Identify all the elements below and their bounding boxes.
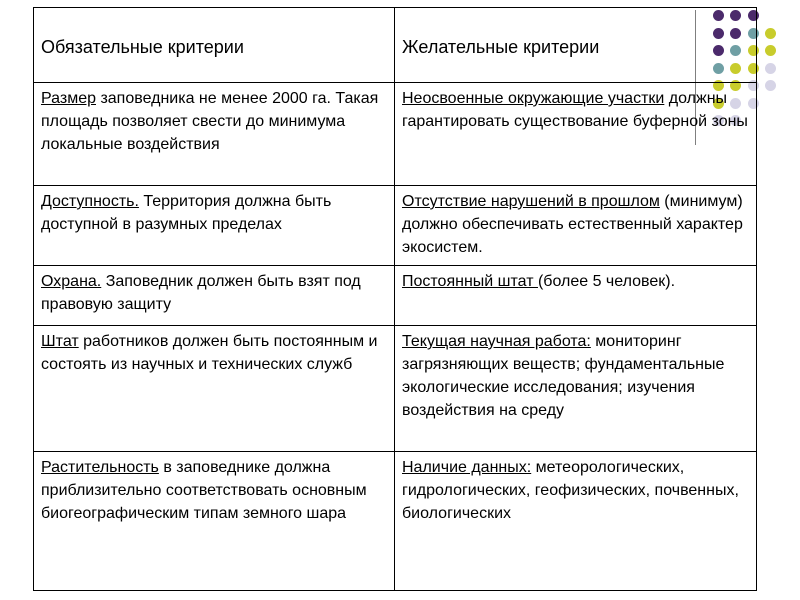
- cell-mandatory: [34, 83, 395, 186]
- cell-text: в заповеднике должна приблизительно соответствовать основным биогеографическим типам земного шара: [41, 459, 367, 522]
- decorative-dot: [765, 80, 776, 91]
- cell-text: (минимум) должно обеспечивать естественный характер экосистем.: [402, 193, 743, 256]
- cell-lead: Отсутствие нарушений в прошлом: [402, 193, 660, 210]
- cell-lead: Растительность: [41, 459, 159, 476]
- criteria-table: [33, 7, 757, 591]
- cell-mandatory: [34, 266, 395, 326]
- cell-desirable: [395, 266, 757, 326]
- cell-text: (более 5 человек).: [537, 273, 676, 290]
- cell-lead: Охрана.: [41, 273, 102, 290]
- table-header-row: [34, 8, 757, 83]
- cell-lead: Текущая научная работа:: [402, 333, 591, 350]
- header-mandatory: Обязательные критерии: [34, 8, 395, 83]
- cell-desirable: [395, 452, 757, 591]
- cell-mandatory: [34, 452, 395, 591]
- cell-text: заповедника не менее 2000 га. Такая площадь позволяет свести до минимума локальные воздействия: [41, 90, 379, 153]
- cell-mandatory: [34, 186, 395, 266]
- cell-text: Территория должна быть доступной в разумных пределах: [41, 193, 332, 233]
- cell-desirable: [395, 186, 757, 266]
- cell-lead: Штат: [41, 333, 79, 350]
- cell-desirable: [395, 83, 757, 186]
- header-desirable: Желательные критерии: [395, 8, 757, 83]
- decorative-dot: [765, 28, 776, 39]
- decorative-dot: [765, 45, 776, 56]
- cell-text: метеорологических, гидрологических, геофизических, почвенных, биологических: [402, 459, 739, 522]
- cell-lead: Постоянный штат: [402, 273, 538, 290]
- table-row: [34, 452, 757, 591]
- cell-desirable: [395, 326, 757, 452]
- cell-text: работников должен быть постоянным и состоять из научных и технических служб: [41, 333, 378, 373]
- cell-text: Заповедник должен быть взят под правовую защиту: [41, 273, 361, 313]
- table-row: [34, 186, 757, 266]
- cell-lead: Наличие данных:: [402, 459, 532, 476]
- cell-mandatory: [34, 326, 395, 452]
- cell-lead: Доступность.: [41, 193, 139, 210]
- cell-text: должны гарантировать существование буферной зоны: [402, 90, 748, 130]
- cell-text: мониторинг загрязняющих веществ; фундаментальные экологические исследования; изучения воздействия на среду: [402, 333, 725, 419]
- table-row: [34, 266, 757, 326]
- decorative-dot: [765, 63, 776, 74]
- table-row: [34, 326, 757, 452]
- cell-lead: Размер: [41, 90, 96, 107]
- cell-lead: Неосвоенные окружающие участки: [402, 90, 665, 107]
- table-row: [34, 83, 757, 186]
